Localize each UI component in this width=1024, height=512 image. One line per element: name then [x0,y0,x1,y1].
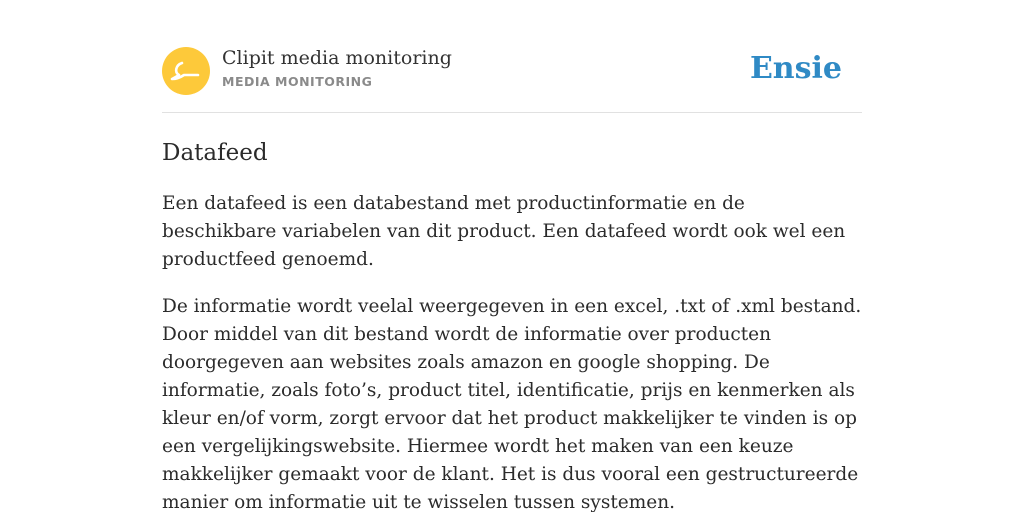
ensie-brand-logo[interactable]: Ensie [749,51,842,86]
speech-bubble-icon [162,47,210,95]
source-title[interactable]: Clipit media monitoring [222,47,452,69]
definition-paragraph: De informatie wordt veelal weergegeven in een excel, .txt of .xml bestand. Door middel van dit bestand wordt de informatie over producten doorgegeven aan websites zoals amazon en google shopping. De informatie, zoals foto’s, product titel, identificatie, prijs en kenmerken als kleur en/of vorm, zorgt ervoor dat het product makkelijker te vinden is op een vergelijkingswebsite. Hiermee wordt het maken van een keuze makkelijker gemaakt voor de klant. Het is dus vooral een gestructureerde manier om informatie uit te wisselen tussen systemen. [162,296,862,512]
content-column [162,0,862,512]
header [162,0,862,113]
definition-body [162,190,862,512]
definition-paragraph: Een datafeed is een databestand met productinformatie en de beschikbare variabelen van dit product. Een datafeed wordt ook wel een productfeed genoemd. [162,193,846,270]
source-logo[interactable] [162,47,210,95]
source-subtitle: MEDIA MONITORING [222,74,373,89]
term-title: Datafeed [162,140,268,166]
